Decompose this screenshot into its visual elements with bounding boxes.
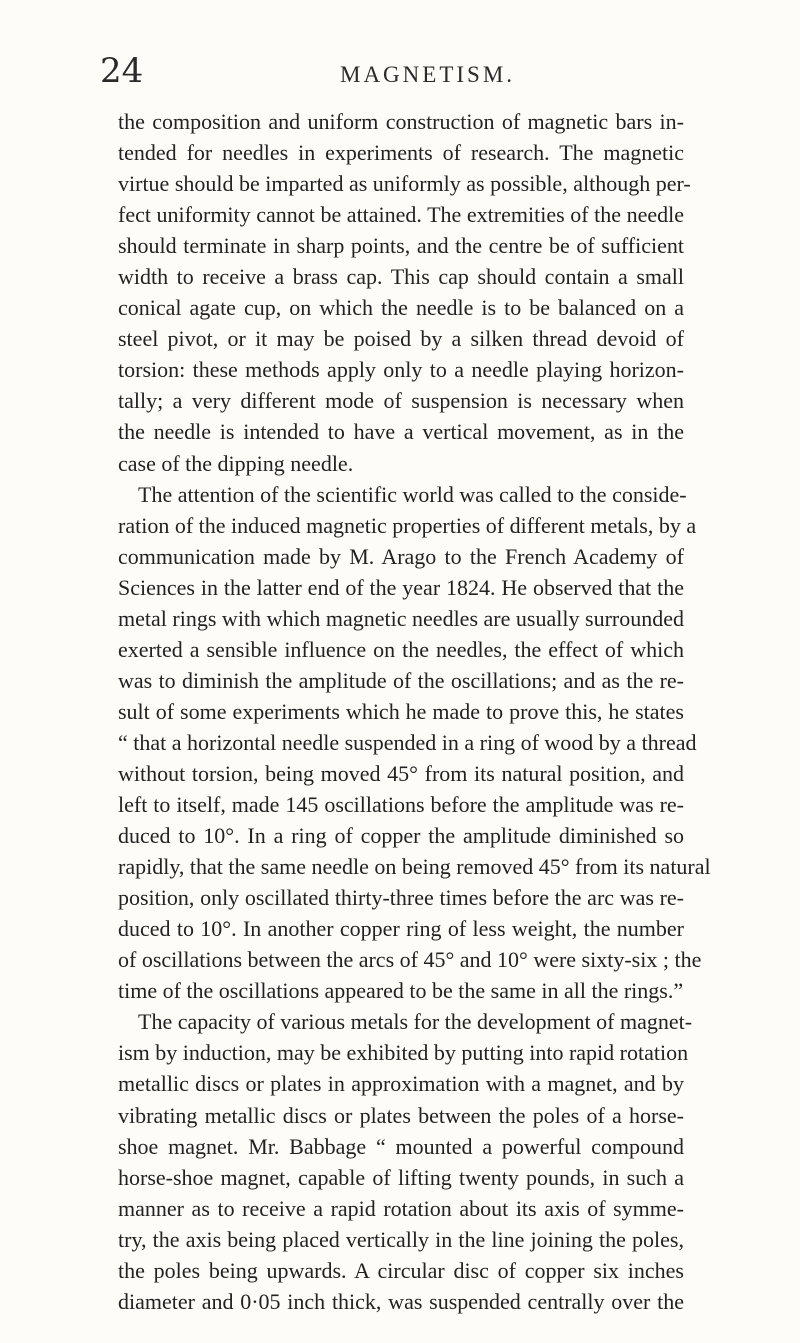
text-line: vibrating metallic discs or plates between the poles of a horse- (118, 1102, 684, 1128)
text-line: the poles being upwards. A circular disc of copper six inches (118, 1257, 684, 1283)
text-line: shoe magnet. Mr. Babbage “ mounted a powerful compound (118, 1133, 684, 1159)
text-line: diameter and 0·05 inch thick, was suspended centrally over the (118, 1288, 684, 1314)
text-line: the needle is intended to have a vertical movement, as in the (118, 419, 684, 445)
text-line: width to receive a brass cap. This cap should contain a small (118, 264, 684, 290)
text-line: fect uniformity cannot be attained. The extremities of the needle (118, 202, 684, 228)
text-line: steel pivot, or it may be poised by a silken thread devoid of (118, 326, 684, 352)
text-line: try, the axis being placed vertically in the line joining the poles, (118, 1226, 684, 1252)
text-line: Sciences in the latter end of the year 1824. He observed that the (118, 574, 684, 600)
text-line: duced to 10°. In another copper ring of less weight, the number (118, 916, 684, 942)
text-line: The capacity of various metals for the development of magnet- (138, 1009, 693, 1035)
text-line: exerted a sensible influence on the needles, the effect of which (118, 636, 684, 662)
text-line: “ that a horizontal needle suspended in a ring of wood by a thread (118, 729, 697, 755)
text-line: tended for needles in experiments of research. The magnetic (118, 140, 684, 166)
text-line: position, only oscillated thirty-three times before the arc was re- (118, 885, 684, 911)
text-line: should terminate in sharp points, and the centre be of sufficient (118, 233, 684, 259)
text-line: case of the dipping needle. (118, 450, 354, 476)
page-number: 24 (100, 51, 144, 91)
body-text (118, 106, 711, 1317)
text-line: horse-shoe magnet, capable of lifting twenty pounds, in such a (118, 1164, 684, 1190)
text-line: without torsion, being moved 45° from its natural position, and (118, 760, 684, 786)
text-line: tally; a very different mode of suspension is necessary when (118, 388, 684, 414)
text-line: metallic discs or plates in approximation with a magnet, and by (118, 1071, 684, 1097)
text-line: the composition and uniform construction of magnetic bars in- (118, 109, 684, 134)
text-line: The attention of the scientific world was called to the conside- (138, 481, 687, 507)
text-line: ism by induction, may be exhibited by putting into rapid rotation (118, 1040, 689, 1066)
text-line: ration of the induced magnetic properties of different metals, by a (118, 512, 697, 538)
text-line: virtue should be imparted as uniformly as possible, although per- (118, 171, 691, 197)
text-line: metal rings with which magnetic needles are usually surrounded (118, 605, 684, 631)
text-line: torsion: these methods apply only to a needle playing horizon- (118, 357, 684, 383)
text-line: rapidly, that the same needle on being removed 45° from its natural (118, 854, 711, 880)
text-line: time of the oscillations appeared to be the same in all the rings.” (118, 978, 684, 1004)
text-line: communication made by M. Arago to the French Academy of (118, 543, 684, 569)
text-line: was to diminish the amplitude of the oscillations; and as the re- (118, 667, 684, 693)
text-line: manner as to receive a rapid rotation about its axis of symme- (118, 1195, 684, 1221)
text-line: conical agate cup, on which the needle is to be balanced on a (118, 295, 684, 321)
running-title: MAGNETISM. (340, 62, 516, 87)
text-line: left to itself, made 145 oscillations before the amplitude was re- (118, 792, 684, 818)
text-line: sult of some experiments which he made to prove this, he states (118, 698, 684, 724)
text-line: duced to 10°. In a ring of copper the amplitude diminished so (118, 823, 684, 849)
text-line: of oscillations between the arcs of 45° and 10° were sixty-six ; the (118, 947, 702, 973)
